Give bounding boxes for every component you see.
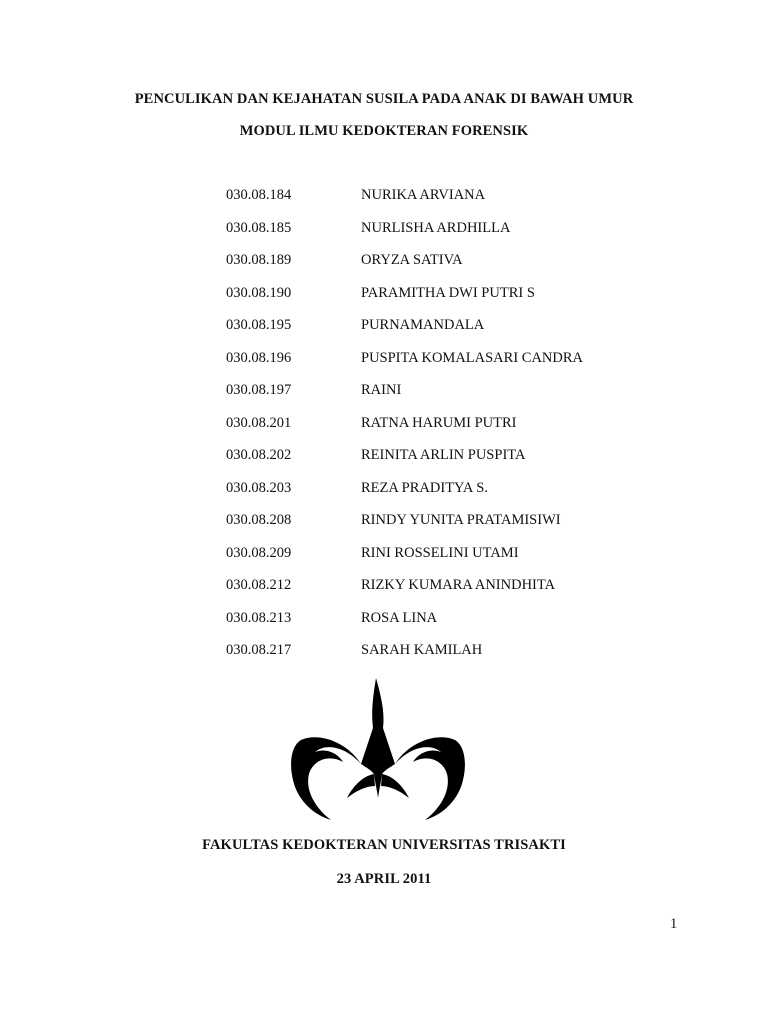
- student-name: ORYZA SATIVA: [361, 252, 463, 268]
- student-name: REZA PRADITYA S.: [361, 479, 488, 496]
- student-id: 030.08.208: [226, 512, 292, 528]
- member-row: [0, 187, 768, 220]
- document-title: PENCULIKAN DAN KEJAHATAN SUSILA PADA ANAK DI BAWAH UMUR: [134, 91, 634, 107]
- member-list: [0, 187, 768, 675]
- student-id: 030.08.185: [226, 219, 292, 236]
- student-id: 030.08.201: [226, 414, 292, 431]
- member-row: [0, 220, 768, 253]
- student-name: RINDY YUNITA PRATAMISIWI: [361, 512, 561, 528]
- student-name: PURNAMANDALA: [361, 317, 485, 333]
- page-number: 1: [670, 916, 678, 932]
- student-id: 030.08.212: [226, 577, 292, 593]
- student-id: 030.08.209: [226, 544, 292, 561]
- member-row: [0, 642, 768, 675]
- member-row: [0, 252, 768, 285]
- student-id: 030.08.190: [226, 284, 292, 301]
- member-row: [0, 382, 768, 415]
- member-row: [0, 285, 768, 318]
- student-id: 030.08.213: [226, 609, 292, 626]
- member-row: [0, 317, 768, 350]
- student-id: 030.08.195: [226, 317, 292, 333]
- member-row: [0, 577, 768, 610]
- member-row: [0, 415, 768, 448]
- student-name: ROSA LINA: [361, 609, 438, 626]
- student-id: 030.08.184: [226, 187, 292, 203]
- module-title: MODUL ILMU KEDOKTERAN FORENSIK: [239, 123, 529, 139]
- student-id: 030.08.189: [226, 252, 292, 268]
- student-name: REINITA ARLIN PUSPITA: [361, 447, 526, 463]
- member-row: [0, 480, 768, 513]
- member-row: [0, 447, 768, 480]
- student-id: 030.08.197: [226, 382, 292, 398]
- student-name: RATNA HARUMI PUTRI: [361, 414, 517, 431]
- student-name: NURLISHA ARDHILLA: [361, 219, 511, 236]
- student-name: RIZKY KUMARA ANINDHITA: [361, 577, 556, 593]
- member-row: [0, 545, 768, 578]
- faculty-name: FAKULTAS KEDOKTERAN UNIVERSITAS TRISAKTI: [202, 837, 566, 853]
- student-name: RINI ROSSELINI UTAMI: [361, 544, 519, 561]
- student-name: NURIKA ARVIANA: [361, 187, 486, 203]
- student-name: RAINI: [361, 382, 402, 398]
- student-id: 030.08.217: [226, 642, 292, 658]
- document-date: 23 APRIL 2011: [336, 871, 432, 887]
- student-id: 030.08.203: [226, 479, 292, 496]
- student-name: SARAH KAMILAH: [361, 642, 483, 658]
- student-name: PUSPITA KOMALASARI CANDRA: [361, 349, 584, 366]
- member-row: [0, 610, 768, 643]
- trisakti-university-emblem-icon: [289, 678, 467, 822]
- member-row: [0, 350, 768, 383]
- student-id: 030.08.196: [226, 349, 292, 366]
- student-id: 030.08.202: [226, 447, 292, 463]
- student-name: PARAMITHA DWI PUTRI S: [361, 284, 535, 301]
- member-row: [0, 512, 768, 545]
